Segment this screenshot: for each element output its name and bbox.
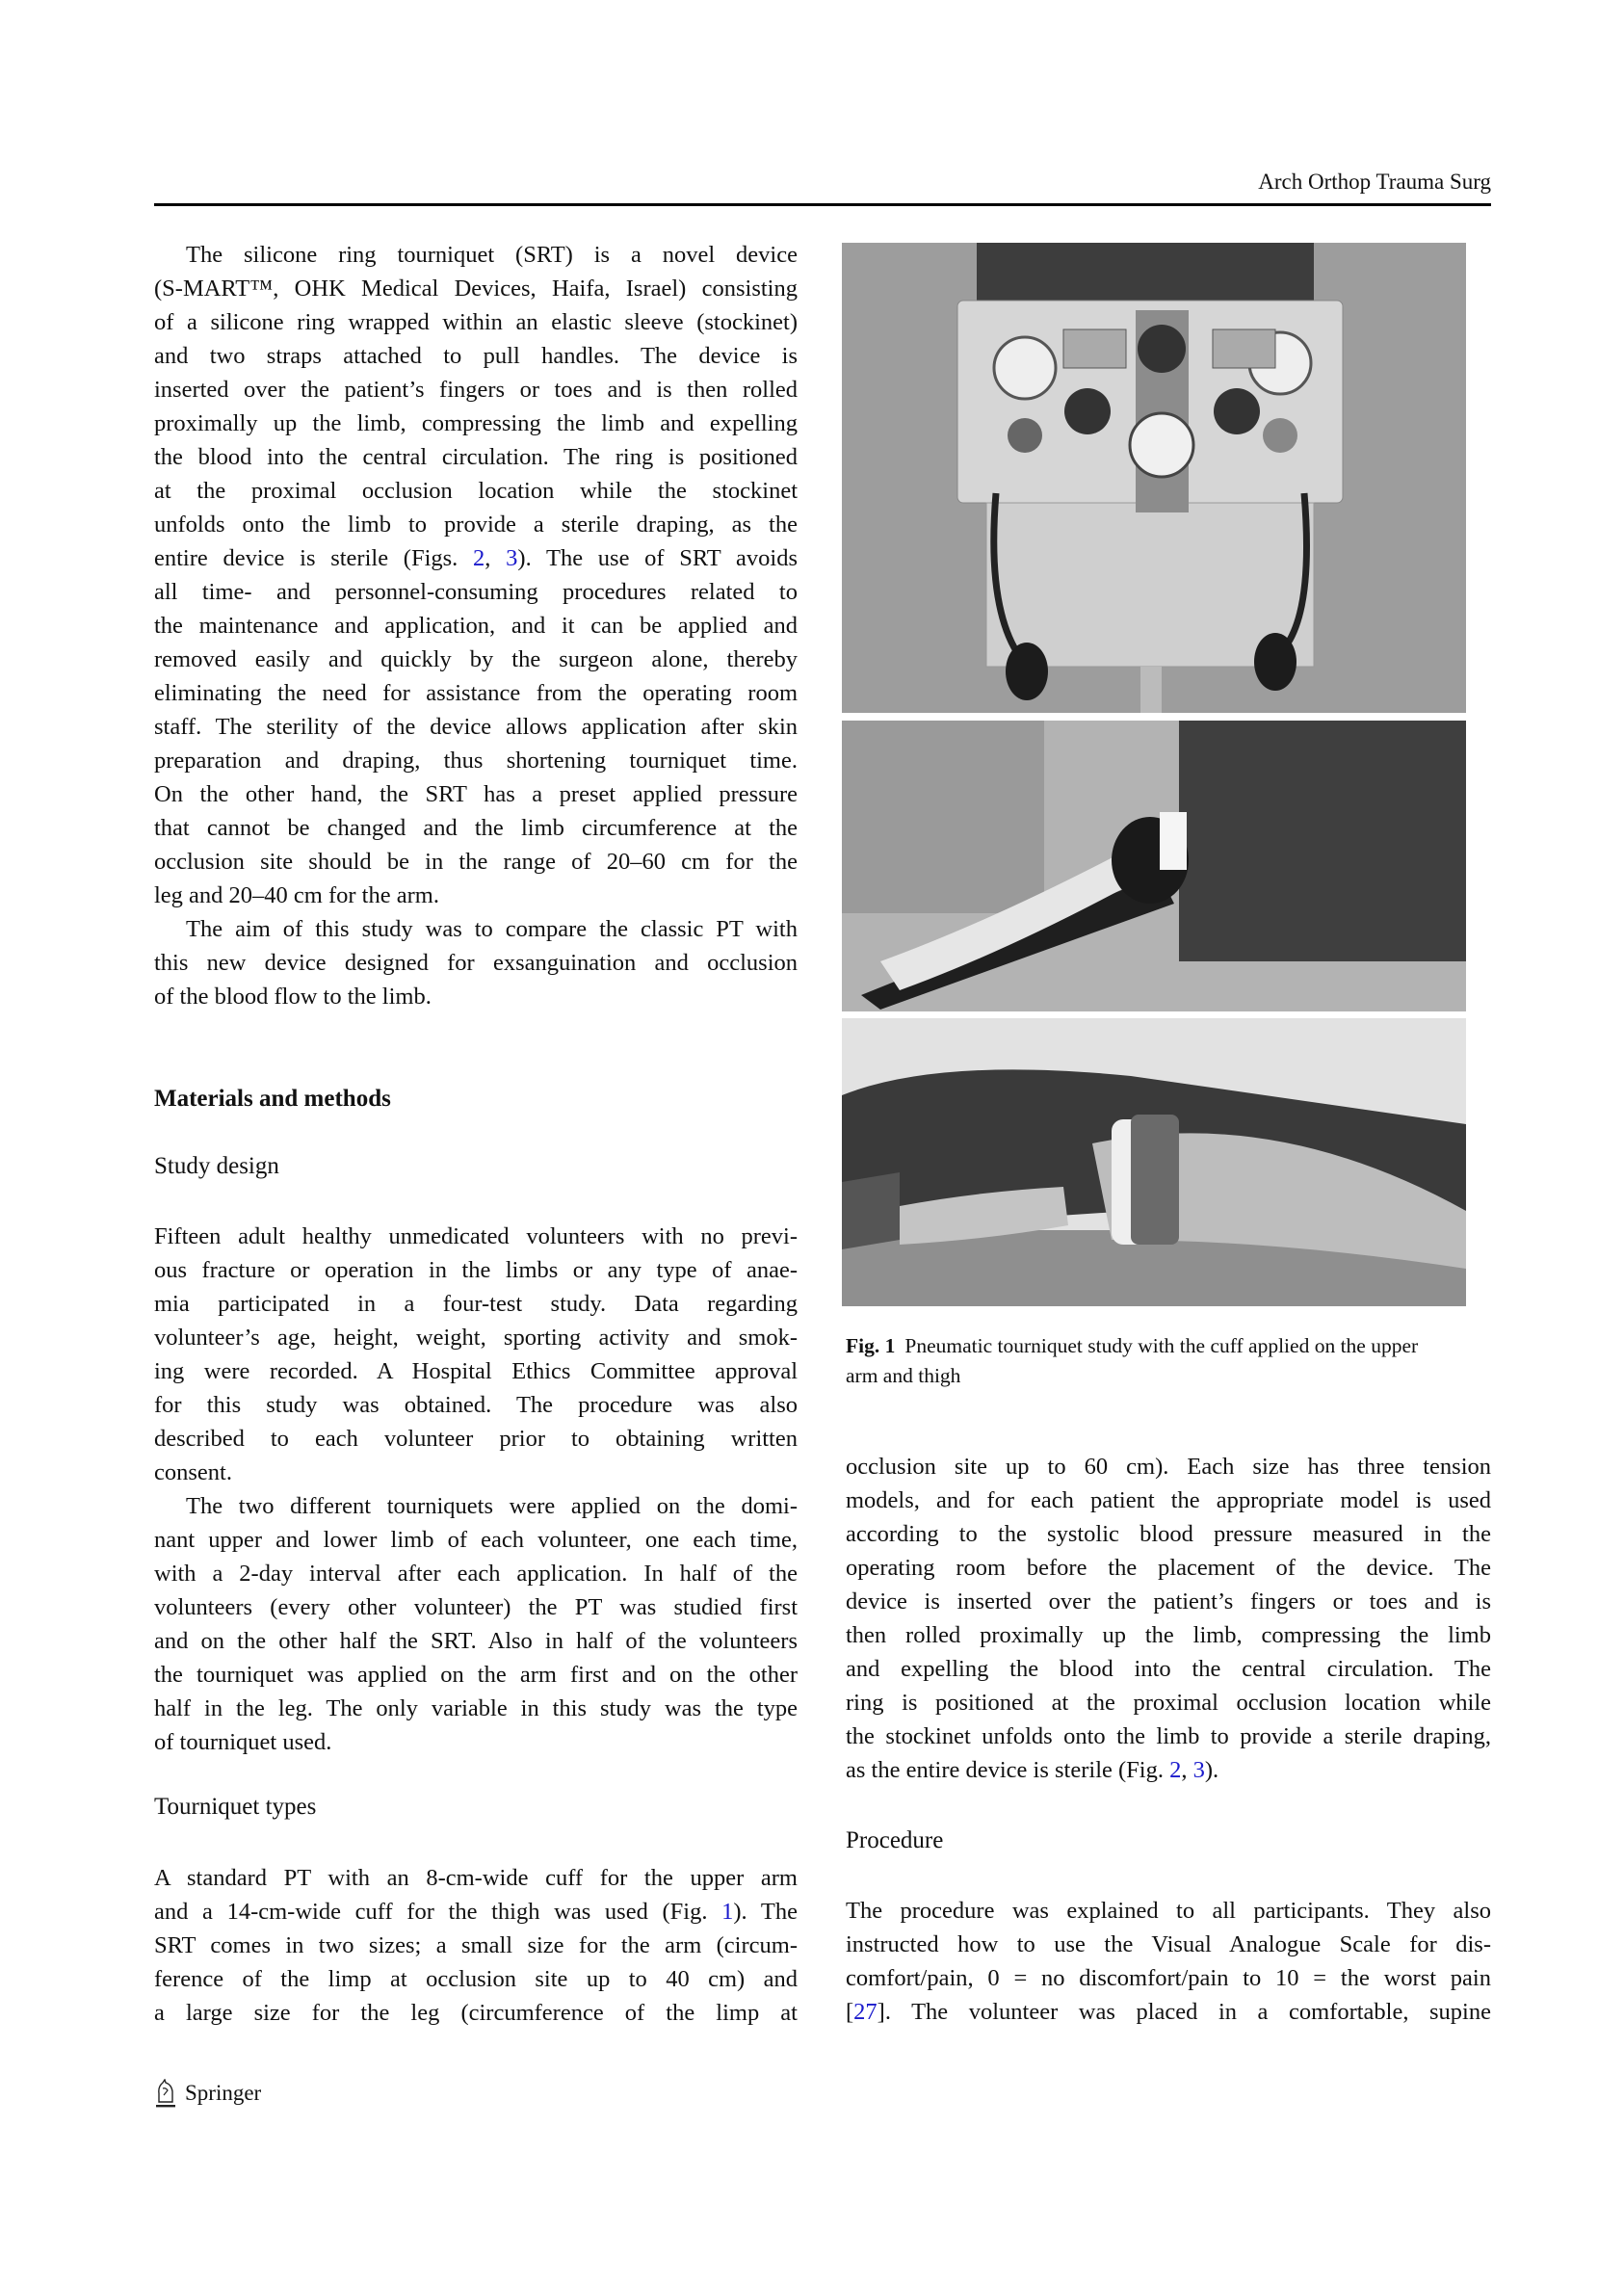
text-line: occlusion site should be in the range of 20–60 cm for the	[154, 849, 798, 875]
text-line: ference of the limp at occlusion site up to 40 cm) and	[154, 1966, 798, 1992]
text-line: staff. The sterility of the device allows application after skin	[154, 714, 798, 740]
text-line: inserted over the patient’s fingers or toes and is then rolled	[154, 377, 798, 403]
text-line: with a 2-day interval after each application. In half of the	[154, 1561, 798, 1587]
text-line: removed easily and quickly by the surgeon alone, thereby	[154, 646, 798, 672]
left-column	[154, 238, 798, 1013]
text-line: proximally up the limb, compressing the limb and expelling	[154, 410, 798, 436]
text-line: and expelling the blood into the central circulation. The	[846, 1656, 1491, 1682]
left-column-methods	[154, 1220, 798, 1759]
text-line: consent.	[154, 1459, 232, 1485]
text-line: preparation and draping, thus shortening tourniquet time.	[154, 748, 798, 774]
text-line: half in the leg. The only variable in this study was the type	[154, 1695, 798, 1721]
text-line: a large size for the leg (circumference of the limp at	[154, 2000, 798, 2026]
text-line: that cannot be changed and the limb circumference at the	[154, 815, 798, 841]
springer-horse-icon	[154, 2079, 177, 2108]
thigh-cuff-photo	[842, 1018, 1466, 1306]
header-rule	[154, 203, 1491, 206]
figure-ref-link[interactable]: 2	[473, 545, 485, 571]
text-line: The silicone ring tourniquet (SRT) is a novel device	[186, 242, 798, 268]
text-line: the tourniquet was applied on the arm first and on the other	[154, 1662, 798, 1688]
text-line: the maintenance and application, and it can be applied and	[154, 613, 798, 639]
figure-label: Fig. 1	[846, 1334, 896, 1357]
text-line: unfolds onto the limb to provide a sterile draping, as the	[154, 512, 798, 538]
text-line: operating room before the placement of the device. The	[846, 1555, 1491, 1581]
text-line: the stockinet unfolds onto the limb to provide a sterile draping,	[846, 1723, 1491, 1749]
tourniquet-machine-photo	[842, 243, 1466, 713]
figure-ref-link[interactable]: 3	[506, 545, 518, 571]
left-column-types	[154, 1861, 798, 2030]
subsection-heading: Tourniquet types	[154, 1794, 317, 1820]
machine-illustration	[842, 243, 1466, 713]
text-line: volunteers (every other volunteer) the PT was studied first	[154, 1594, 798, 1620]
text-line: The two different tourniquets were applied on the domi-	[186, 1493, 798, 1519]
figure-ref-link[interactable]: 1	[721, 1899, 734, 1925]
text-line: eliminating the need for assistance from the operating room	[154, 680, 798, 706]
text-line: ring is positioned at the proximal occlusion location while	[846, 1690, 1491, 1716]
text-line: Fifteen adult healthy unmedicated volunteers with no previ-	[154, 1223, 798, 1249]
caption-text: Pneumatic tourniquet study with the cuff applied on the upper	[904, 1334, 1419, 1357]
text-line: of the blood flow to the limb.	[154, 984, 432, 1010]
arm-illustration	[842, 721, 1466, 1011]
text-line: instructed how to use the Visual Analogue Scale for dis-	[846, 1931, 1491, 1957]
text-line: this new device designed for exsanguination and occlusion	[154, 950, 798, 976]
text-line: A standard PT with an 8-cm-wide cuff for the upper arm	[154, 1865, 798, 1891]
text-line: ing were recorded. A Hospital Ethics Committee approval	[154, 1358, 798, 1384]
text-line: all time- and personnel-consuming procedures related to	[154, 579, 798, 605]
text-line: (S-MART™, OHK Medical Devices, Haifa, Israel) consisting	[154, 276, 798, 302]
publisher-footer	[154, 2079, 261, 2108]
figure-ref-link[interactable]: 2	[1169, 1757, 1182, 1783]
right-column	[846, 1450, 1491, 1787]
figure-caption	[846, 1331, 1491, 1391]
publisher-name: Springer	[185, 2081, 262, 2105]
citation-link[interactable]: 27	[853, 1999, 877, 2025]
text-line: models, and for each patient the appropriate model is used	[846, 1487, 1491, 1513]
figure-ref-link[interactable]: 3	[1192, 1757, 1205, 1783]
text-line: mia participated in a four-test study. Data regarding	[154, 1291, 798, 1317]
text-line: ous fracture or operation in the limbs or any type of anae-	[154, 1257, 798, 1283]
text-line: comfort/pain, 0 = no discomfort/pain to 10 = the worst pain	[846, 1965, 1491, 1991]
subsection-heading: Study design	[154, 1153, 279, 1179]
arm-cuff-photo	[842, 721, 1466, 1011]
text-line: entire device is sterile (Figs. 2, 3). The use of SRT avoids	[154, 545, 798, 571]
text-line: described to each volunteer prior to obtaining written	[154, 1426, 798, 1452]
text-line: device is inserted over the patient’s fingers or toes and is	[846, 1588, 1491, 1615]
text-line: according to the systolic blood pressure measured in the	[846, 1521, 1491, 1547]
text-line: The procedure was explained to all participants. They also	[846, 1898, 1491, 1924]
text-line: occlusion site up to 60 cm). Each size has three tension	[846, 1454, 1491, 1480]
section-heading: Materials and methods	[154, 1086, 391, 1112]
text-line: of a silicone ring wrapped within an elastic sleeve (stockinet)	[154, 309, 798, 335]
thigh-illustration	[842, 1018, 1466, 1306]
right-column-procedure	[846, 1894, 1491, 2029]
text-line: and a 14-cm-wide cuff for the thigh was used (Fig. 1). The	[154, 1899, 798, 1925]
text-line: [27]. The volunteer was placed in a comfortable, supine	[846, 1999, 1491, 2025]
text-line: the blood into the central circulation. The ring is positioned	[154, 444, 798, 470]
text-line: at the proximal occlusion location while the stockinet	[154, 478, 798, 504]
text-line: nant upper and lower limb of each volunteer, one each time,	[154, 1527, 798, 1553]
text-line: volunteer’s age, height, weight, sporting activity and smok-	[154, 1325, 798, 1351]
subsection-heading: Procedure	[846, 1827, 944, 1853]
journal-title: Arch Orthop Trauma Surg	[1258, 170, 1491, 194]
text-line: and on the other half the SRT. Also in half of the volunteers	[154, 1628, 798, 1654]
text-line: then rolled proximally up the limb, compressing the limb	[846, 1622, 1491, 1648]
text-line: and two straps attached to pull handles. The device is	[154, 343, 798, 369]
caption-text: arm and thigh	[846, 1364, 961, 1387]
text-line: as the entire device is sterile (Fig. 2, 3).	[846, 1757, 1219, 1783]
text-line: The aim of this study was to compare the classic PT with	[186, 916, 798, 942]
text-line: SRT comes in two sizes; a small size for the arm (circum-	[154, 1932, 798, 1958]
text-line: leg and 20–40 cm for the arm.	[154, 882, 439, 908]
text-line: for this study was obtained. The procedure was also	[154, 1392, 798, 1418]
text-line: On the other hand, the SRT has a preset applied pressure	[154, 781, 798, 807]
text-line: of tourniquet used.	[154, 1729, 332, 1755]
